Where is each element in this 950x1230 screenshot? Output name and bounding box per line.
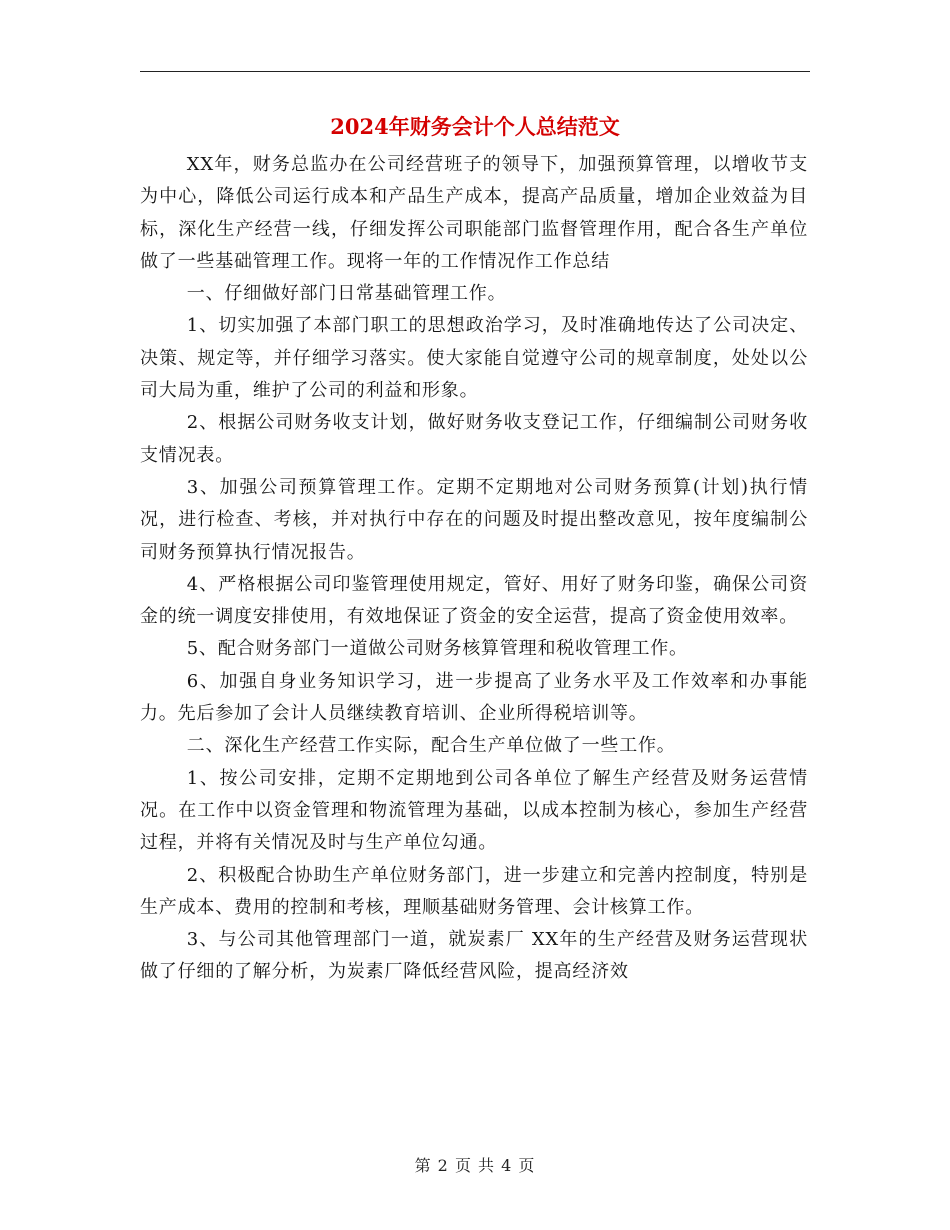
paragraph-2-2: 2、积极配合协助生产单位财务部门，进一步建立和完善内控制度，特别是生产成本、费用的控制和考核，理顺基础财务管理、会计核算工作。 — [140, 864, 808, 918]
paragraph-1-6: 6、加强自身业务知识学习，进一步提高了业务水平及工作效率和办事能力。先后参加了会计人员继续教育培训、企业所得税培训等。 — [140, 670, 808, 725]
section-heading-2: 二、深化生产经营工作实际，配合生产单位做了一些工作。 — [186, 735, 676, 757]
header-rule — [140, 71, 810, 72]
paragraph-1-2: 2、根据公司财务收支计划，做好财务收支登记工作，仔细编制公司财务收支情况表。 — [140, 412, 808, 466]
paragraph-2-1: 1、按公司安排，定期不定期地到公司各单位了解生产经营及财务运营情况。在工作中以资金管理和物流管理为基础，以成本控制为核心，参加生产经营过程，并将有关情况及时与生产单位勾通。 — [140, 767, 808, 854]
document-title: 2024年财务会计个人总结范文 — [330, 114, 620, 139]
paragraph-2-3: 3、与公司其他管理部门一道，就炭素厂 XX年的生产经营及财务运营现状做了仔细的了解分析，为炭素厂降低经营风险，提高经济效 — [140, 929, 808, 983]
document-body — [140, 149, 808, 989]
paragraph-1-3: 3、加强公司预算管理工作。定期不定期地对公司财务预算(计划)执行情况，进行检查、考核，并对执行中存在的问题及时提出整改意见，按年度编制公司财务预算执行情况报告。 — [140, 476, 808, 563]
page-number: 第 2 页 共 4 页 — [414, 1156, 536, 1175]
paragraph-1-4: 4、严格根据公司印鉴管理使用规定，管好、用好了财务印鉴，确保公司资金的统一调度安排使用，有效地保证了资金的安全运营，提高了资金使用效率。 — [140, 573, 808, 628]
section-heading-1: 一、仔细做好部门日常基础管理工作。 — [186, 283, 507, 305]
paragraph-intro: XX年，财务总监办在公司经营班子的领导下，加强预算管理，以增收节支为中心，降低公司运行成本和产品生产成本，提高产品质量，增加企业效益为目标，深化生产经营一线，仔细发挥公司职能部门监督管理作用，配合各生产单位做了一些基础管理工作。现将一年的工作情况作工作总结 — [140, 154, 808, 272]
paragraph-1-5: 5、配合财务部门一道做公司财务核算管理和税收管理工作。 — [186, 638, 688, 660]
paragraph-1-1: 1、切实加强了本部门职工的思想政治学习，及时准确地传达了公司决定、决策、规定等，并仔细学习落实。使大家能自觉遵守公司的规章制度，处处以公司大局为重，维护了公司的利益和形象。 — [140, 315, 808, 402]
